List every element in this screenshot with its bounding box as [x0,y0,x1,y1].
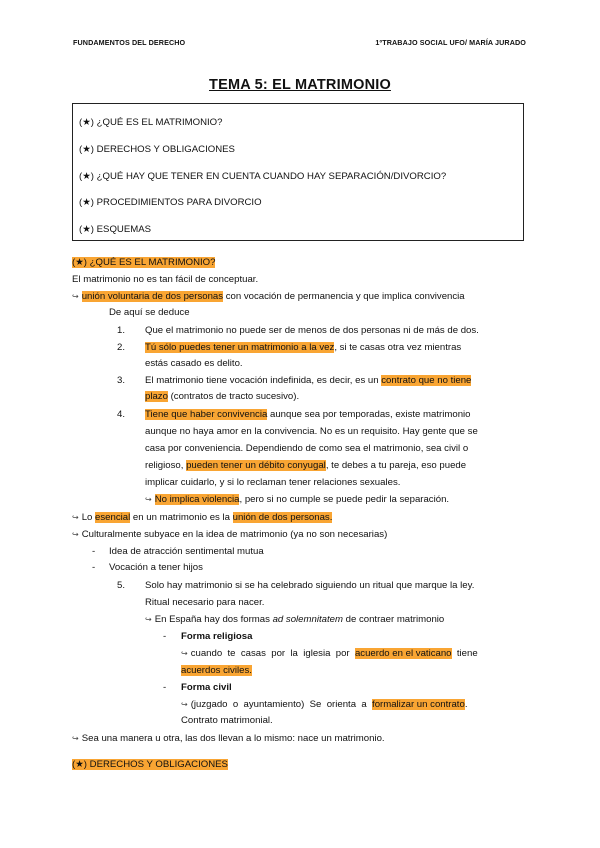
list-number: 1. [117,325,126,336]
list-item-text: casa por conveniencia. Dependiendo de como sea el matrimonio, sea civil o [145,443,469,454]
list-item-text: Ritual necesario para nacer. [145,597,265,608]
list-number: 5. [117,580,126,591]
final-line [72,733,385,745]
list-item-text [145,391,299,403]
toc-item: (★) ¿QUÉ HAY QUE TENER EN CUENTA CUANDO HAY SEPARACIÓN/DIVORCIO? [79,171,447,182]
highlight: plazo [145,391,168,402]
forma-civil-label: Forma civil [181,682,232,693]
religiosa-line [181,648,478,660]
arrow-icon: ↪ [72,734,79,743]
text: , pero si no cumple se puede pedir la separación. [239,494,450,505]
intro-text: El matrimonio no es tan fácil de conceptuar. [72,274,259,285]
highlight: Tiene que haber convivencia [145,409,268,420]
highlight: acuerdo en el vaticano [354,648,452,659]
list-item-text: Que el matrimonio no puede ser de menos de dos personas ni de más de dos. [145,325,479,336]
italic-text: ad solemnitatem [272,614,343,625]
dash-item: Idea de atracción sentimental mutua [109,546,264,557]
section-heading [72,257,215,269]
text: Lo [81,512,96,523]
text: tiene [451,648,478,659]
list-item-text [145,460,466,472]
arrow-icon: ↪ [145,495,152,504]
civil-line-2: Contrato matrimonial. [181,715,273,726]
list-number: 3. [117,375,126,386]
religiosa-line-2 [181,665,252,677]
highlight: Tú sólo puedes tener un matrimonio a la vez [145,342,335,353]
highlight: No implica violencia [154,494,240,505]
arrow-icon: ↪ [72,530,79,539]
table-of-contents [72,103,524,241]
esencial-line [72,512,332,524]
text: con vocación de permanencia y que implica convivencia [223,291,465,302]
text: religioso, [145,460,187,471]
arrow-icon: ↪ [181,649,188,658]
highlight: formalizar un contrato [372,699,465,710]
definition-line [72,291,465,303]
section-heading-text: (★) DERECHOS Y OBLIGACIONES [72,759,228,770]
text: Sea una manera u otra, las dos llevan a lo mismo: nace un matrimonio. [81,733,385,744]
civil-line [181,699,467,711]
highlight: unión de dos personas. [232,512,333,523]
text: en un matrimonio es la [130,512,233,523]
dash-bullet: - [92,562,96,573]
text: aunque sea por temporadas, existe matrimonio [267,409,471,420]
header-left: FUNDAMENTOS DEL DERECHO [73,38,186,47]
text: . [464,699,468,710]
text: cuando te casas por la iglesia por [190,648,355,659]
dash-bullet: - [163,631,167,642]
deduce-text: De aquí se deduce [109,307,190,318]
arrow-icon: ↪ [72,513,79,522]
dash-bullet: - [163,682,167,693]
highlight: unión voluntaria de dos personas [81,291,224,302]
list-item-text [145,342,461,354]
header-right: 1ºTRABAJO SOCIAL UFO/ MARÍA JURADO [375,38,526,47]
highlight: pueden tener un débito conyugal [186,460,326,471]
text: Culturalmente subyace en la idea de matrimonio (ya no son necesarias) [81,529,388,540]
highlight: esencial [95,512,131,523]
list-number: 4. [117,409,126,420]
section-heading-text: (★) ¿QUÉ ES EL MATRIMONIO? [72,257,216,268]
toc-item: (★) ¿QUÉ ES EL MATRIMONIO? [79,117,223,128]
highlight: contrato que no tiene [381,375,472,386]
text: de contraer matrimonio [342,614,445,625]
sub-point [145,494,449,506]
dash-item: Vocación a tener hijos [109,562,203,573]
text: (juzgado o ayuntamiento) Se orienta a [190,699,373,710]
toc-item: (★) ESQUEMAS [79,224,152,235]
text: El matrimonio tiene vocación indefinida, es decir, es un [145,375,382,386]
text: (contratos de tracto sucesivo). [167,391,300,402]
list-item-text: estás casado es delito. [145,358,243,369]
arrow-icon: ↪ [72,292,79,301]
list-item-text [145,409,471,421]
highlight: acuerdos civiles. [181,665,252,676]
dash-bullet: - [92,546,96,557]
arrow-icon: ↪ [181,700,188,709]
list-number: 2. [117,342,126,353]
text: En España hay dos formas [154,614,273,625]
list-item-text: aunque no haya amor en la convivencia. No es un requisito. Hay gente que se [145,426,478,437]
section-heading [72,759,228,771]
espana-line [145,614,444,626]
page-title: TEMA 5: EL MATRIMONIO [209,77,391,93]
list-item-text [145,375,471,387]
list-item-text: implicar cuidarlo, y si lo reclaman tener relaciones sexuales. [145,477,401,488]
text: , te debes a tu pareja, eso puede [325,460,467,471]
toc-item: (★) DERECHOS Y OBLIGACIONES [79,144,235,155]
text: , si te casas otra vez mientras [334,342,462,353]
toc-item: (★) PROCEDIMIENTOS PARA DIVORCIO [79,197,262,208]
cultural-line [72,529,387,541]
forma-religiosa-label: Forma religiosa [181,631,253,642]
list-item-text: Solo hay matrimonio si se ha celebrado siguiendo un ritual que marque la ley. [145,580,475,591]
arrow-icon: ↪ [145,615,152,624]
